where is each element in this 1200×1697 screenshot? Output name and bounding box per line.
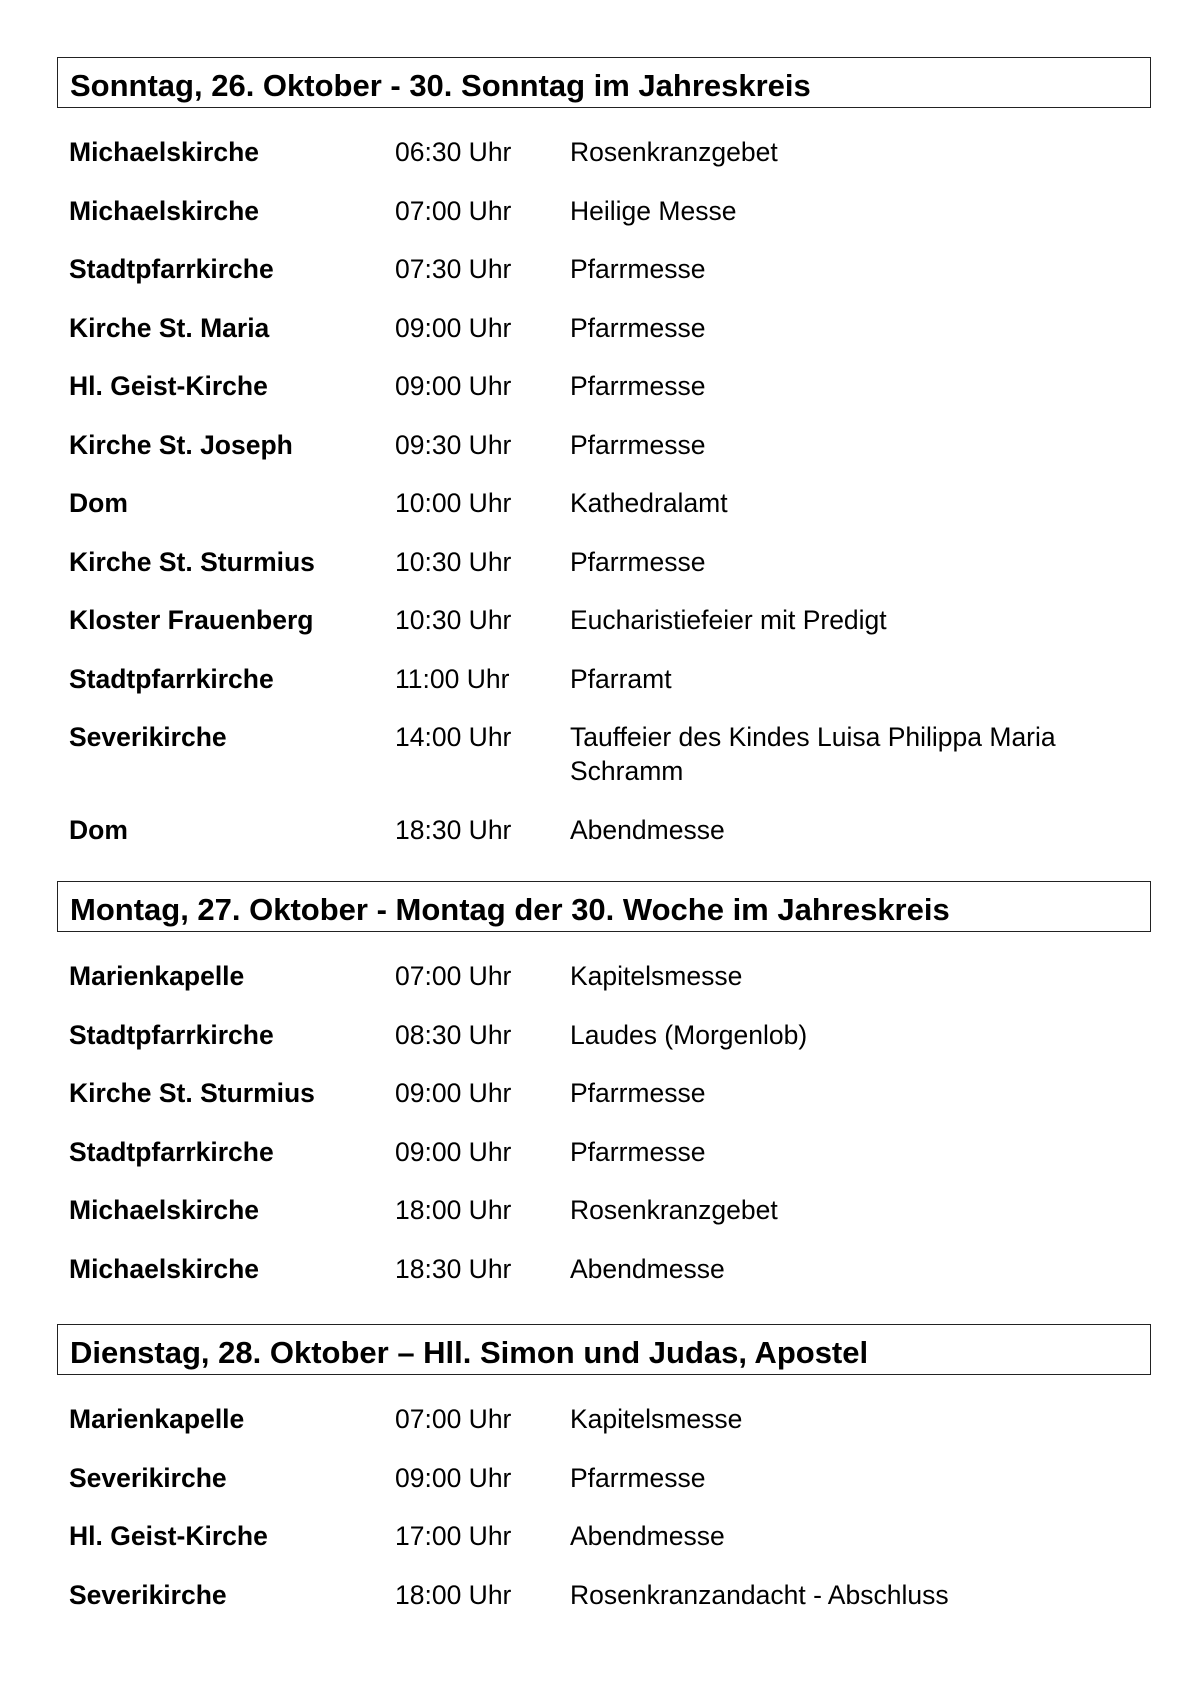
- entry-list: [57, 135, 1151, 847]
- entry-description: Kapitelsmesse: [570, 1404, 743, 1434]
- entry-time: 09:30 Uhr: [395, 429, 512, 460]
- entry-description: Rosenkranzgebet: [570, 137, 778, 167]
- entry-description: Rosenkranzgebet: [570, 1195, 778, 1225]
- schedule-entry: [57, 1578, 1151, 1612]
- entry-description: Heilige Messe: [570, 195, 737, 226]
- schedule-entry: [57, 1519, 1151, 1553]
- schedule-entry: [57, 486, 1151, 520]
- entry-place: Dom: [69, 814, 128, 845]
- schedule-entry: [57, 428, 1151, 462]
- entry-place: Kirche St. Sturmius: [69, 1078, 315, 1108]
- entry-description: Pfarrmesse: [570, 546, 706, 577]
- day-header: Dienstag, 28. Oktober – Hll. Simon und Judas, Apostel: [57, 1324, 1151, 1375]
- day-header: Sonntag, 26. Oktober - 30. Sonntag im Jahreskreis: [57, 57, 1151, 108]
- entry-description: Pfarrmesse: [570, 429, 706, 460]
- entry-place: Stadtpfarrkirche: [69, 663, 274, 694]
- entry-description: Pfarrmesse: [570, 1078, 706, 1108]
- entry-description: Pfarramt: [570, 663, 672, 694]
- schedule-entry: [57, 545, 1151, 579]
- entry-description: Kathedralamt: [570, 488, 728, 518]
- entry-time: 18:00 Uhr: [395, 1195, 512, 1225]
- entry-time: 08:30 Uhr: [395, 1019, 512, 1050]
- entry-time: 17:00 Uhr: [395, 1521, 512, 1551]
- schedule-entry: [57, 1461, 1151, 1495]
- entry-place: Marienkapelle: [69, 961, 245, 991]
- entry-place: Hl. Geist-Kirche: [69, 1521, 268, 1551]
- entry-time: 07:00 Uhr: [395, 961, 512, 991]
- entry-time: 07:00 Uhr: [395, 195, 512, 226]
- entry-description: Abendmesse: [570, 1253, 725, 1284]
- entry-description: Pfarrmesse: [570, 254, 706, 284]
- entry-time: 09:00 Uhr: [395, 371, 512, 401]
- schedule-entry: [57, 1076, 1151, 1110]
- schedule-entry: [57, 252, 1151, 286]
- entry-description: Eucharistiefeier mit Predigt: [570, 605, 887, 635]
- day-section-tuesday: [57, 1324, 1151, 1636]
- entry-place: Michaelskirche: [69, 137, 260, 167]
- entry-list: [57, 1402, 1151, 1612]
- day-section-sunday: [57, 57, 1151, 871]
- entry-description: Rosenkranzandacht - Abschluss: [570, 1579, 949, 1610]
- entry-place: Michaelskirche: [69, 1195, 260, 1225]
- entry-time: 09:00 Uhr: [395, 1078, 512, 1108]
- schedule-entry: [57, 1252, 1151, 1286]
- entry-time: 09:00 Uhr: [395, 1136, 512, 1167]
- entry-description: Abendmesse: [570, 814, 725, 845]
- entry-place: Kirche St. Sturmius: [69, 546, 315, 577]
- day-header: Montag, 27. Oktober - Montag der 30. Woche im Jahreskreis: [57, 881, 1151, 932]
- entry-description: Pfarrmesse: [570, 371, 706, 401]
- entry-place: Marienkapelle: [69, 1404, 245, 1434]
- entry-place: Stadtpfarrkirche: [69, 1019, 274, 1050]
- entry-time: 18:00 Uhr: [395, 1579, 512, 1610]
- entry-time: 14:00 Uhr: [395, 722, 512, 752]
- entry-time: 18:30 Uhr: [395, 1253, 512, 1284]
- schedule-entry: [57, 1018, 1151, 1052]
- schedule-entry: [57, 813, 1151, 847]
- entry-time: 10:30 Uhr: [395, 546, 512, 577]
- entry-place: Michaelskirche: [69, 1253, 260, 1284]
- schedule-entry: [57, 369, 1151, 403]
- entry-time: 09:00 Uhr: [395, 1462, 512, 1493]
- schedule-entry: [57, 603, 1151, 637]
- entry-time: 18:30 Uhr: [395, 814, 512, 845]
- entry-time: 07:00 Uhr: [395, 1404, 512, 1434]
- entry-time: 09:00 Uhr: [395, 312, 512, 343]
- entry-description: Tauffeier des Kindes Luisa Philippa Maria Schramm: [570, 722, 1056, 786]
- schedule-entry: [57, 311, 1151, 345]
- entry-place: Michaelskirche: [69, 195, 260, 226]
- entry-place: Stadtpfarrkirche: [69, 254, 274, 284]
- entry-place: Kirche St. Joseph: [69, 429, 293, 460]
- schedule-entry: [57, 194, 1151, 228]
- entry-description: Kapitelsmesse: [570, 961, 743, 991]
- entry-place: Kirche St. Maria: [69, 312, 270, 343]
- entry-description: Pfarrmesse: [570, 1136, 706, 1167]
- schedule-entry: [57, 1402, 1151, 1436]
- schedule-entry: [57, 135, 1151, 169]
- entry-place: Hl. Geist-Kirche: [69, 371, 268, 401]
- entry-place: Severikirche: [69, 722, 227, 752]
- entry-time: 11:00 Uhr: [395, 663, 510, 694]
- entry-place: Severikirche: [69, 1579, 227, 1610]
- entry-description: Pfarrmesse: [570, 312, 706, 343]
- entry-time: 07:30 Uhr: [395, 254, 512, 284]
- entry-list: [57, 959, 1151, 1286]
- entry-time: 10:30 Uhr: [395, 605, 512, 635]
- schedule-entry: [57, 1193, 1151, 1227]
- entry-description: Laudes (Morgenlob): [570, 1019, 808, 1050]
- schedule-entry: [57, 959, 1151, 993]
- schedule-entry: [57, 1135, 1151, 1169]
- entry-description: Abendmesse: [570, 1521, 725, 1551]
- entry-place: Severikirche: [69, 1462, 227, 1493]
- schedule-entry: [57, 720, 1151, 788]
- entry-description: Pfarrmesse: [570, 1462, 706, 1493]
- entry-time: 10:00 Uhr: [395, 488, 512, 518]
- entry-place: Dom: [69, 488, 128, 518]
- entry-place: Kloster Frauenberg: [69, 605, 314, 635]
- day-section-monday: [57, 881, 1151, 1310]
- entry-place: Stadtpfarrkirche: [69, 1136, 274, 1167]
- entry-time: 06:30 Uhr: [395, 137, 512, 167]
- schedule-entry: [57, 662, 1151, 696]
